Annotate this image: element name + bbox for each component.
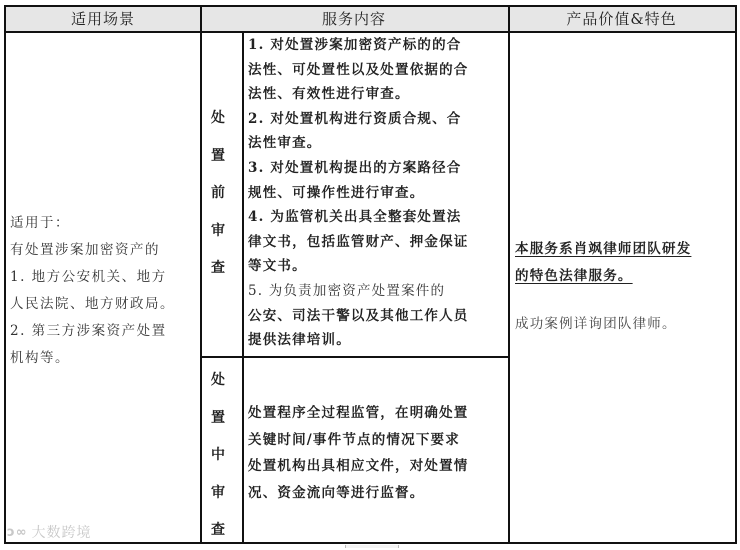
table-header-row: [6, 7, 735, 33]
content-line: 律文书，包括监管财产、押金保证: [248, 233, 469, 250]
scenario-line: 适用于：: [10, 215, 70, 231]
stage-label-char: 中: [211, 447, 225, 463]
stage-label-char: 处: [211, 110, 225, 126]
header-product-value: 产品价值&特色: [566, 10, 677, 28]
content-line: 1. 对处置涉案加密资产标的的合: [248, 37, 462, 53]
content-line: 5. 为负责加密资产处置案件的: [248, 282, 446, 299]
content-line: 况、资金流向等进行监督。: [248, 484, 425, 501]
stage-label-char: 置: [211, 409, 225, 426]
stage-label-char: 处: [211, 372, 225, 388]
scenario-line: 1. 地方公安机关、地方: [10, 269, 167, 285]
stage-label-char: 前: [211, 185, 225, 201]
header-scenario: 适用场景: [70, 10, 135, 28]
watermark-text: 大数跨境: [31, 525, 92, 541]
stage-label-char: 查: [211, 260, 225, 276]
content-line: 公安、司法干警以及其他工作人员: [248, 307, 469, 324]
content-line: 规性、可操作性进行审查。: [248, 184, 425, 201]
content-line: 法性审查。: [248, 135, 322, 152]
content-line: 3. 对处置机构提出的方案路径合: [248, 159, 462, 176]
content-line: 法性、可处置性以及处置依据的合: [248, 61, 469, 78]
watermark-logo-icon: ↄ∞: [7, 524, 28, 540]
watermark: [7, 522, 92, 542]
content-line: 关键时间/事件节点的情况下要求: [248, 431, 460, 448]
scenario-line: 人民法院、地方财政局。: [10, 296, 175, 312]
content-line: 等文书。: [248, 258, 307, 275]
header-service-content: 服务内容: [321, 10, 386, 28]
feature-line: 的特色法律服务。: [515, 268, 633, 284]
scenario-line: 机构等。: [10, 350, 70, 366]
content-line: 4. 为监管机关出具全整套处置法: [248, 209, 462, 226]
stage-label-char: 审: [211, 222, 225, 239]
content-line: 处置机构出具相应文件，对处置情: [248, 458, 469, 474]
scenario-line: 有处置涉案加密资产的: [10, 242, 160, 258]
contact-note: 成功案例详询团队律师。: [515, 316, 677, 332]
stage-label-mid-disposal-review: [197, 362, 239, 550]
stage-content-mid-disposal: [248, 400, 503, 506]
stage-label-char: 查: [211, 522, 225, 538]
content-line: 2. 对处置机构进行资质合规、合: [248, 110, 462, 127]
column-divider-2: [508, 7, 510, 542]
column-divider-stage: [242, 31, 244, 542]
stage-row-divider: [200, 356, 508, 358]
content-line: 提供法律培训。: [248, 332, 351, 349]
scenario-line: 2. 第三方涉案资产处置: [10, 323, 167, 339]
content-line: 法性、有效性进行审查。: [248, 86, 410, 103]
feature-statement: [515, 236, 735, 290]
stage-label-char: 置: [211, 147, 225, 164]
value-cell: [515, 236, 735, 332]
stage-content-pre-disposal: [248, 33, 503, 353]
stage-label-pre-disposal-review: [197, 100, 239, 288]
feature-line: 本服务系肖飒律师团队研发: [515, 241, 692, 257]
scenario-cell: [10, 210, 195, 372]
stage-label-char: 审: [211, 484, 225, 501]
content-line: 处置程序全过程监管，在明确处置: [248, 405, 469, 421]
